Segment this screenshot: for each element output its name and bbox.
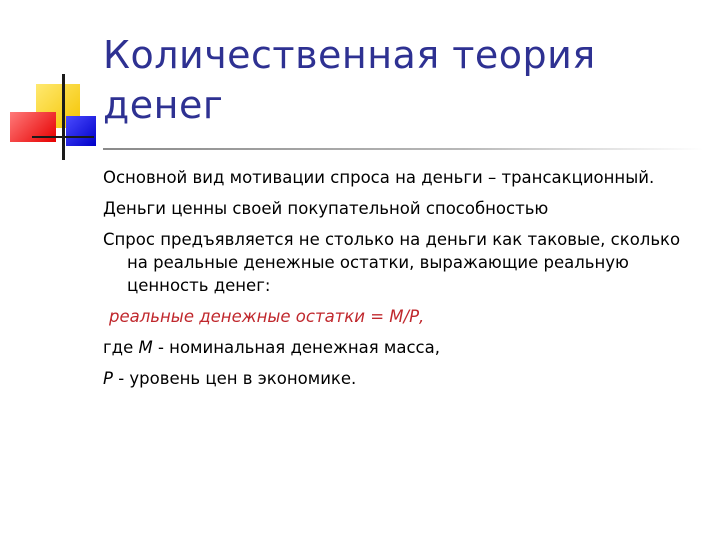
- vertical-line-decoration: [62, 74, 65, 160]
- definition-money-supply: [103, 336, 688, 359]
- slide-body: [103, 166, 688, 398]
- definition-price-level: [103, 367, 688, 390]
- blue-square-decoration: [66, 116, 96, 146]
- paragraph-real-balances: Спрос предъявляется не столько на деньги как таковые, сколько на реальные денежные остатки, выражающие реальную ценность денег:: [103, 230, 681, 295]
- formula-line: реальные денежные остатки = М/Р,: [109, 307, 425, 326]
- paragraph-purchasing-power: Деньги ценны своей покупательной способностью: [103, 199, 549, 218]
- definition-prefix: где: [103, 338, 139, 357]
- definition-text: - номинальная денежная масса,: [152, 338, 440, 357]
- horizontal-line-decoration: [32, 136, 94, 138]
- paragraph-motivation: Основной вид мотивации спроса на деньги – трансакционный.: [103, 168, 655, 187]
- symbol-p: Р: [103, 369, 113, 388]
- title-divider: [103, 148, 703, 150]
- symbol-m: М: [138, 338, 153, 357]
- definition-text: - уровень цен в экономике.: [112, 369, 357, 388]
- slide-title: Количественная теория денег: [103, 33, 596, 127]
- decorative-logo-blocks: [0, 0, 110, 170]
